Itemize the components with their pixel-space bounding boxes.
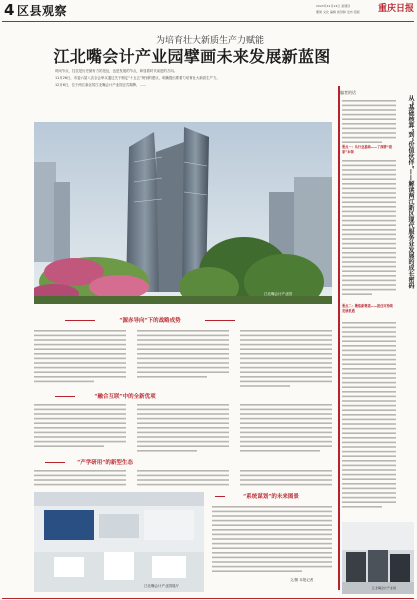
subhead-4: “系统谋划”的未来图景 xyxy=(243,494,299,500)
subhead-rule xyxy=(215,496,225,497)
sidebar-vertical-title: 从“基础核算”到“价值伙伴”——解读两江新区现代服务业发展的成长密码 xyxy=(407,95,414,289)
subhead-3: “产学研用”的新型生态 xyxy=(77,460,133,466)
section-title: 区县观察 xyxy=(17,4,68,18)
masthead: 重庆日报 xyxy=(378,4,415,14)
bottom-rule xyxy=(2,598,414,599)
headline: 江北嘴会计产业园擘画未来发展新蓝图 xyxy=(53,47,331,66)
sidebar-divider xyxy=(338,86,340,590)
meta-line: 要闻 文化 编辑 视觉制 发布 组版 xyxy=(316,10,360,14)
subhead-rule xyxy=(205,320,235,321)
subhead-rule xyxy=(55,396,75,397)
body-text-block xyxy=(34,330,332,390)
sidebar-subhead-2: 要点二：聚焦新赛道——抓住可持续发展机遇 xyxy=(342,304,393,313)
sidebar-label: 编者的话 xyxy=(340,90,356,95)
lead-paragraph: 12月6日，位于两江新区的江北嘴会计产业园正式揭牌，…… xyxy=(55,83,147,87)
bottom-photo-caption: 江北嘴会计产业园展厅 xyxy=(144,584,179,588)
lead-paragraphs xyxy=(55,68,315,89)
sidebar-subhead-1: 要点一：从行业基础——了深耕“看家”本领 xyxy=(342,145,392,154)
sidebar-photo xyxy=(342,522,414,594)
body-text-block xyxy=(212,506,332,586)
subhead-rule xyxy=(65,320,95,321)
exhibition-photo xyxy=(34,492,204,592)
photo-caption: 江北嘴会计产业园 xyxy=(264,292,292,296)
kicker: 为培育壮大新质生产力赋能 xyxy=(155,36,264,46)
subhead-2: “融合互联”中的全新优项 xyxy=(94,394,156,400)
main-photo xyxy=(34,122,332,304)
lead-paragraph: 时间节点，往往是历史最有力的见证，也是发展的节点，彰显着时代前进的方向。 xyxy=(55,69,178,73)
header-rule xyxy=(2,21,414,22)
byline: 文/图 本报记者 xyxy=(290,578,314,582)
subhead-1: “源赤导向”下的战略成势 xyxy=(119,318,181,324)
sidebar-photo-caption: 江北嘴会计产业园 xyxy=(372,586,397,590)
body-text-block xyxy=(34,404,332,456)
date-line: 2023年12月14日 星期四 xyxy=(316,4,351,8)
body-text-block xyxy=(34,470,332,490)
page-number: 4 xyxy=(4,1,15,19)
subhead-rule xyxy=(45,462,65,463)
lead-paragraph: 11月26日，市委六届八次全会审议通过关于制定“十五五”规划的建议，明确提出要着力培育壮大新质生产力。 xyxy=(55,76,220,80)
